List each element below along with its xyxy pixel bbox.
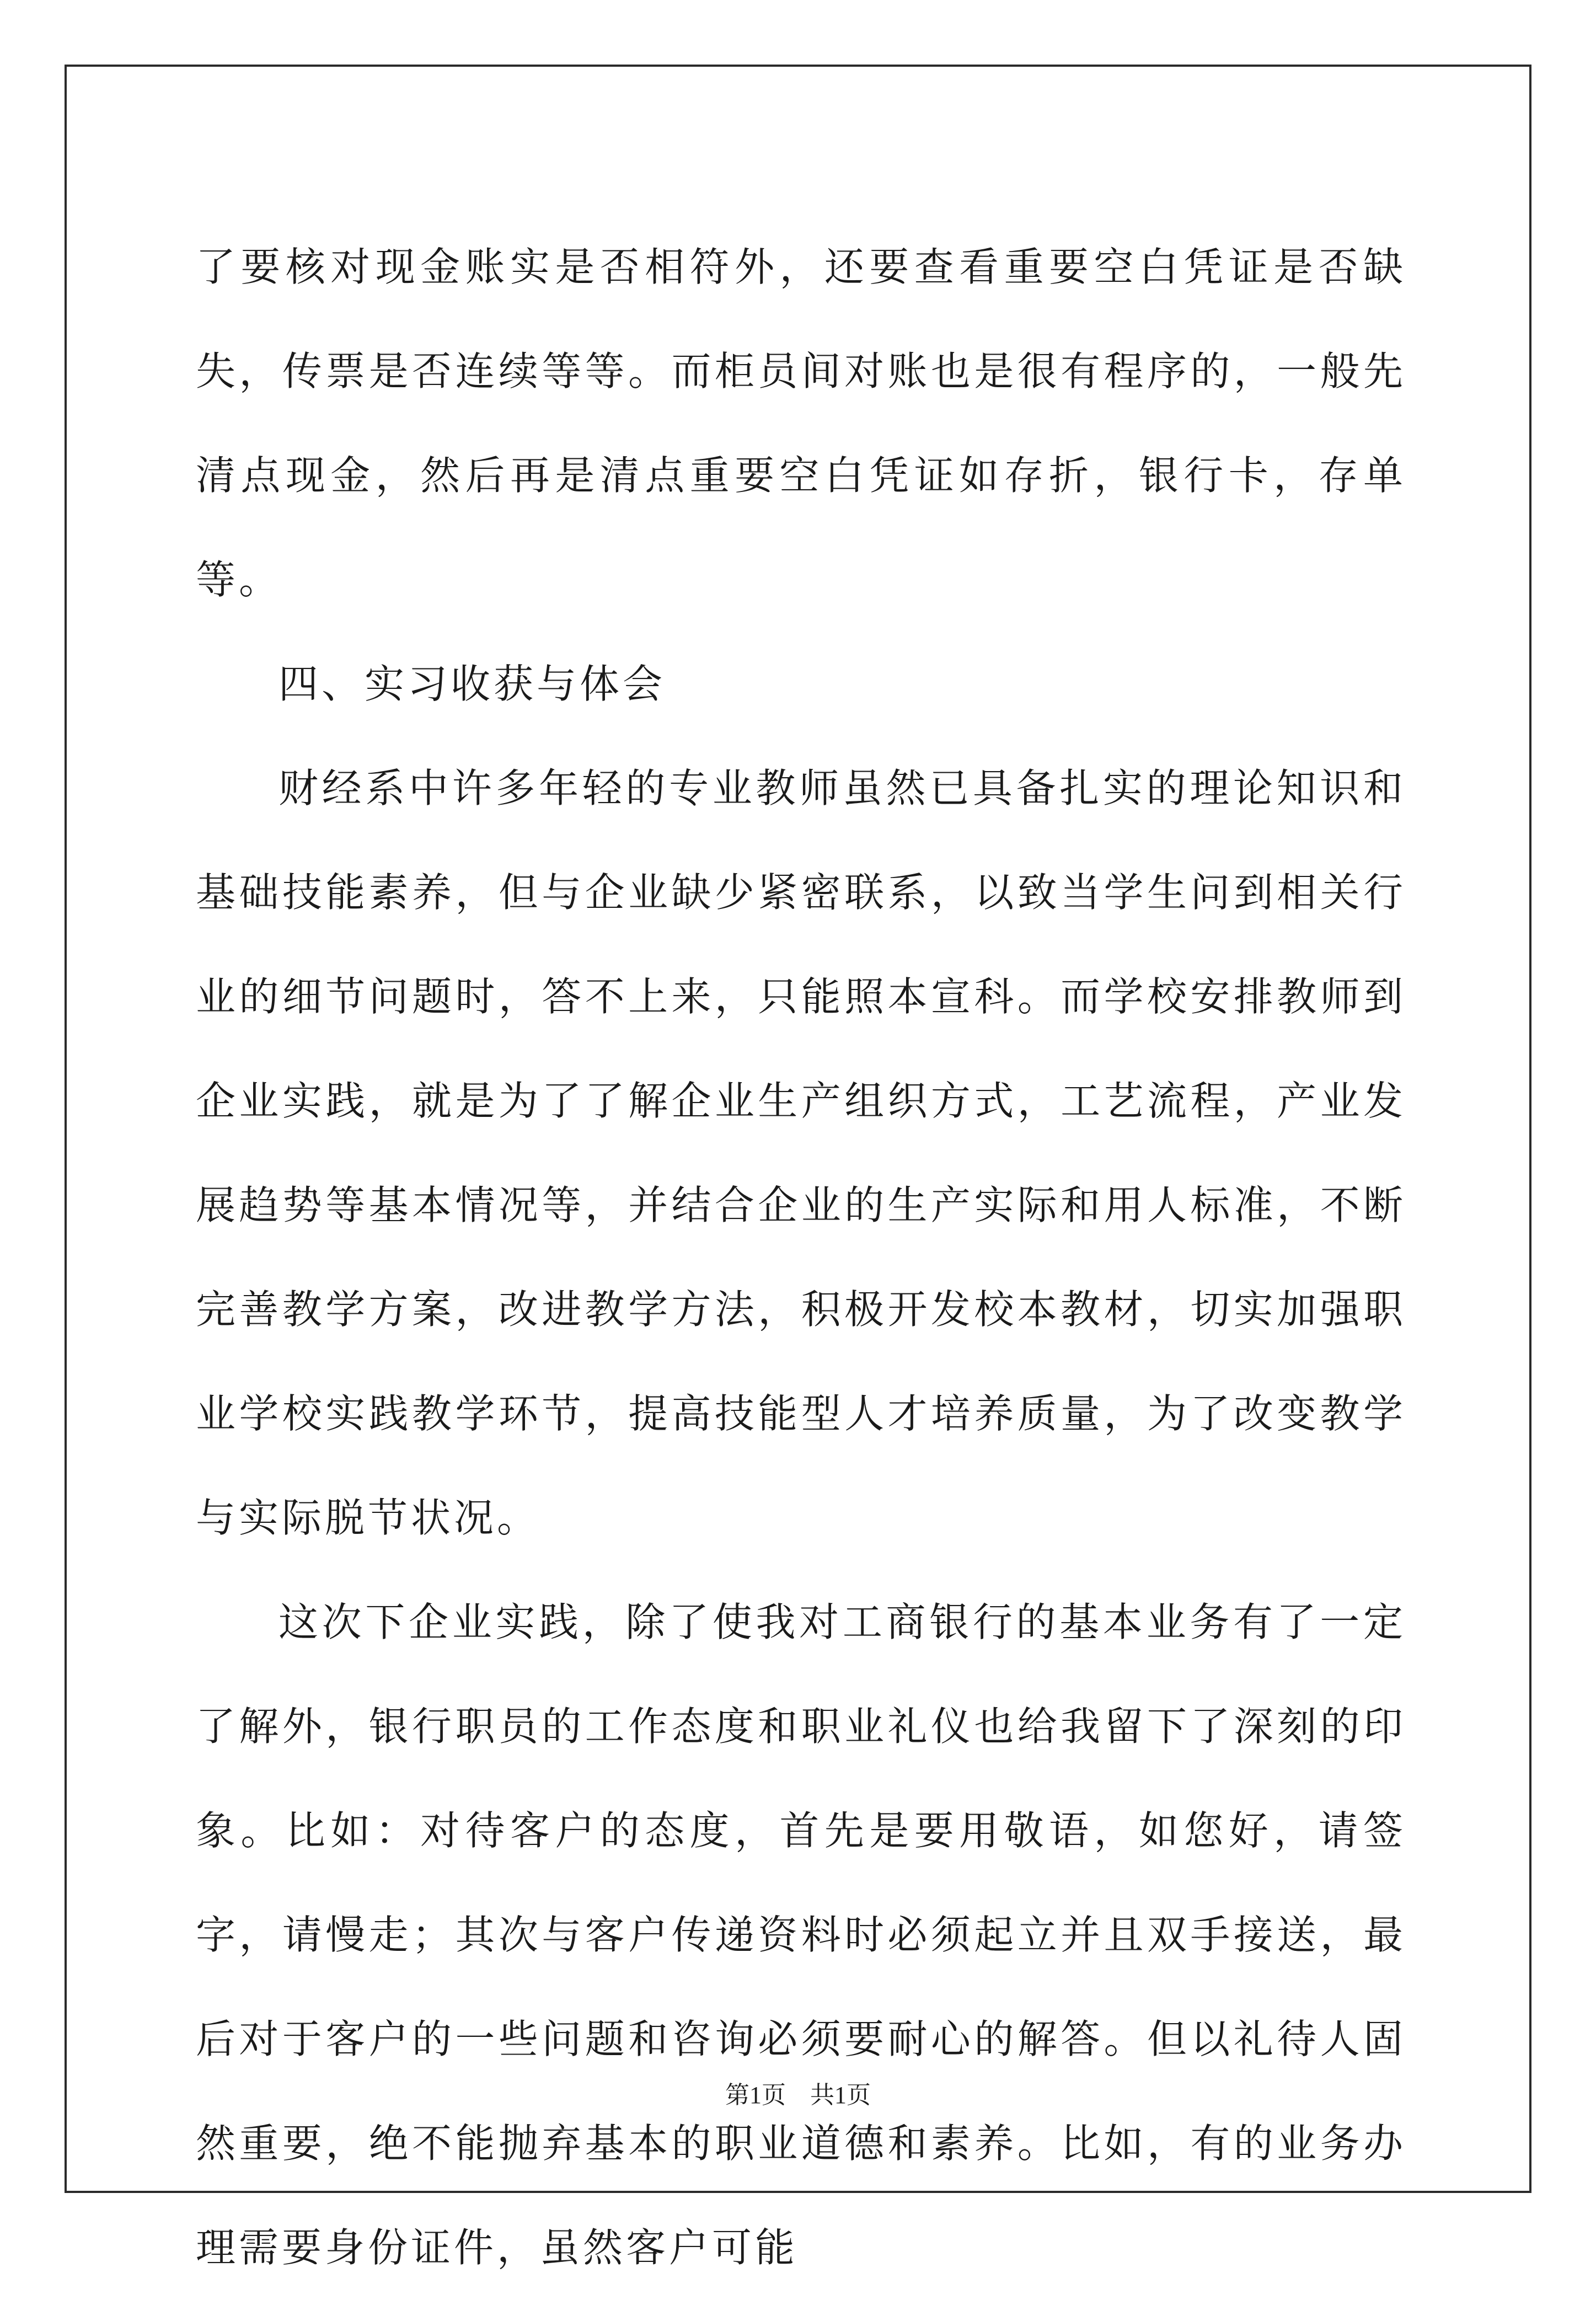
paragraph-bank-experience: 这次下企业实践，除了使我对工商银行的基本业务有了一定了解外，银行职员的工作态度和职业礼仪也给我留下了深刻的印象。比如：对待客户的态度，首先是要用敬语，如您好，请签字，请慢走；其次与客户传递资料时必须起立并且双手接送，最后对于客户的一些问题和咨询必须要耐心的解答。但以礼待人固然重要，绝不能抛弃基本的职业道德和素养。比如，有的业务办理需要身份证件，虽然客户可能 <box>196 1599 1406 2271</box>
paragraph-teacher-practice: 财经系中许多年轻的专业教师虽然已具备扎实的理论知识和基础技能素养，但与企业缺少紧密联系，以致当学生问到相关行业的细节问题时，答不上来，只能照本宣科。而学校安排教师到企业实践，就是为了了解企业生产组织方式，工艺流程，产业发展趋势等基本情况等，并结合企业的生产实际和用人标准，不断完善教学方案，改进教学方法，积极开发校本教材，切实加强职业学校实践教学环节，提高技能型人才培养质量，为了改变教学与实际脱节状况。 <box>196 765 1406 1541</box>
paragraph-continued: 了要核对现金账实是否相符外，还要查看重要空白凭证是否缺失，传票是否连续等等。而柜员间对账也是很有程序的，一般先清点现金，然后再是清点重要空白凭证如存折，银行卡，存单等。 <box>196 244 1406 603</box>
page-number: 第1页 <box>725 2082 786 2109</box>
page-total: 共1页 <box>810 2082 871 2109</box>
section-heading: 四、实习收获与体会 <box>279 661 666 707</box>
document-body <box>196 215 1406 2300</box>
page-footer <box>0 2075 1596 2110</box>
